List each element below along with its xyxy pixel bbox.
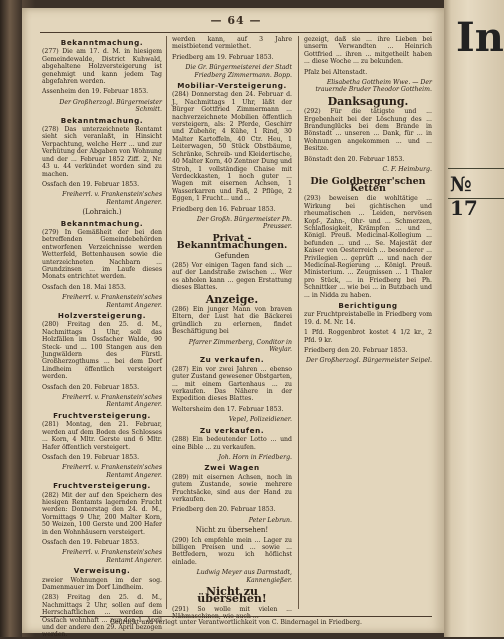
section-heading: Berichtigung (338, 301, 398, 310)
notice-paragraph: Friedberg den 20. Februar 1853. (172, 506, 276, 514)
notice-heading-large: Nicht zu übersehen! (197, 585, 267, 606)
notice-paragraph: (289) mit eisernen Achsen, noch in gutem Zustande, sowie mehrere Fruchtsäcke, sind aus der Hand zu verkaufen. (172, 473, 292, 503)
notice-paragraph: Pfalz bei Altenstadt. (304, 68, 368, 76)
book-spine-edge (0, 0, 22, 637)
notice-paragraph: Bönstadt den 20. Februar 1853. (304, 155, 405, 163)
page-header (40, 14, 432, 30)
signature-line: Freiherrl. v. Frankenstein'sches Rentamt Angerer. (62, 549, 162, 564)
signature-line: Der Großherzogl. Bürgermeister Seipel. (305, 357, 432, 365)
notice-paragraph: Ossfach den 20. Februar 1853. (42, 383, 140, 391)
column-divider-2 (298, 36, 299, 609)
signature-line: Peter Lebrun. (248, 516, 292, 524)
notice-heading: Die Goldberger'schen Ketten (310, 175, 426, 194)
subheading: (Lohraich.) (82, 208, 122, 217)
notice-paragraph: Ossfach den 19. Februar 1853. (42, 538, 140, 546)
notice-paragraph: (287) Ein vor zwei Jahren ... ebenso guter Zustand gewesener Obstgarten, ... mit einem Gartenhaus ... zu verkaufen. Das Nähere in der Expedition dieses Blattes. (172, 365, 292, 403)
notice-paragraph: 1 Pfd. Roggenbrot kostet 4 1/2 kr., 2 Pfd. 9 kr. (304, 329, 432, 344)
notice-paragraph: Assenheim den 19. Februar 1853. (42, 88, 149, 96)
section-heading: Fruchtversteigerung. (53, 410, 151, 420)
page-number: — 64 — (210, 14, 262, 27)
notice-paragraph: Friedberg den 16. Februar 1853. (172, 205, 276, 213)
notice-paragraph: Weltersheim den 17. Februar 1853. (172, 405, 284, 413)
notice-paragraph: (284) Donnerstag den 24. Februar d. J., Nachmittags 1 Uhr, läßt der Bürger Gottfried Zimmermann ... nachverzeichnete Mobilien öffentlich versteigern, als: 2 Pferde, Geschirr und Zubehör, 4 Kühe, 1 Rind, 30 Malter Kartoffeln, 40 Ctr. Heu, 1 Leiterwagen, 50 Stück Obstbäume, Schränke, Schreib- und Kleidertische, 40 Malter Korn, 40 Zentner Dung und Stroh, 1 vollständige Chaise mit Verdeckkasten, 1 noch guter ... Wagen mit eisernen Achsen, 1 Wasserkarren und Faß, 2 Pflüge, 2 Eggen, 1 Frucht... und ... (172, 91, 292, 203)
notice-paragraph: (290) Ich empfehle mein ... Lager zu billigen Preisen und ... sowie ... Bettfedern, wozu ich höflichst einlade. (172, 536, 292, 566)
next-page-masthead: In (456, 14, 504, 61)
subheading: Gefunden (214, 251, 250, 260)
notice-paragraph: gezeigt, daß sie ... ihre Lieben bei unserm Verwandten ... Heinrich Gottfried ... ihren ... mitgetheilt haben ... diese Woche ... zu bekunden. (304, 36, 432, 66)
section-heading: Zu verkaufen. (199, 425, 265, 435)
section-heading: Bekanntmachung. (60, 218, 144, 228)
notice-paragraph: (293) beweisen die wohltätige ... Wirkung bei gichtischen und rheumatischen ... Leiden, nervösen Kopf-, Zahn-, Ohr- und ... Schmerzen, Schlaflosigkeit, Krämpfen ... und ... Königl. Preuß. Medicinal-Kollegium ... befunden ... und ... Se. Majestät der Kaiser von Oesterreich ... besonderer ... Privilegien ... geprüft ... und nach der Medicinal-Regierung ... Königl. Preuß. Ministerium. ... Zeugnissen ... 1 Thaler pro Stück, ... in Friedberg bei Ph. Schnittker ... wie bei ... in Butzbach und ... in Nidda zu haben. (304, 195, 432, 299)
notice-heading-large: Danksagung. (327, 94, 409, 108)
section-heading: Bekanntmachung. (60, 115, 144, 125)
section-heading: Zwei Wagen (204, 463, 260, 473)
notice-paragraph: Friedberg den 20. Februar 1853. (304, 347, 408, 355)
section-heading: Holzversteigerung. (57, 311, 147, 320)
signature-line: Pfarrer Zimmerberg, Conditor in Weylar. (188, 338, 292, 354)
signature-line: Ludwig Meyer aus Darmstadt, Kannengießer. (196, 569, 292, 584)
signature-line: Elisabetha Gottheim Wwe. — Der trauernde Bruder Theodor Gottheim. (315, 79, 432, 94)
column-2 (172, 36, 292, 621)
column-1 (42, 36, 162, 639)
signature-line: Freiherrl. v. Frankenstein'sches Rentamt Angerer. (62, 191, 162, 206)
notice-paragraph: Friedberg am 19. Februar 1853. (172, 53, 274, 61)
signature-line: Freiherrl. v. Frankenstein'sches Rentamt Angerer. (62, 464, 162, 479)
notice-paragraph: Ossfach den 18. Mai 1853. (42, 283, 126, 291)
notice-paragraph: (281) Montag, den 21. Februar, werden auf dem Boden des Schlosses ... Korn, 4 Mltr. Gerste und 6 Mltr. Hafer öffentlich versteigert. (42, 421, 162, 451)
section-heading: Zu verkaufen. (199, 355, 265, 365)
next-page-issue-number: № 17 (450, 172, 478, 220)
notice-paragraph: (283) Freitag den 25. d. M., Nachmittags 2 Uhr, sollen auf dem Herrschaftlichen ... werden die Ossfach wohnhaft ... nur den 1. April und der andere den 29. April bezogen werden. (42, 594, 162, 639)
column-divider-1 (166, 36, 167, 609)
notice-paragraph: (279) In Gemäßheit der bei den betreffenden Gemeindebehörden entworfenen Verzeichnisse werden Wetterfeld, Bettenhausen sowie die unterzeichneten Nachbarn ... Grundzinsen ... im Laufe dieses Monats entrichtet werden. (42, 228, 162, 281)
notice-paragraph: (292) Für die tätigste und ... Ergebenheit bei der Löschung des ... Brandunglücks bei dem Brande in Bönstadt ... unseren ... Dank, für ... in Wohnungen angekommen ... und ... Besitze. (304, 108, 432, 153)
signature-line: Die Gr. Bürgermeisterei der Stadt Friedberg Zimmermann. Bopp. (185, 64, 292, 79)
notice-paragraph: Ossfach den 19. Februar 1853. (42, 180, 140, 188)
notice-paragraph: (282) Mit der auf den Speichern des hiesigen Rentamts lagernden Frucht werden: Donnerstag den 24. d. M., Vormittags 9 Uhr, 200 Malter Korn, 50 Weizen, 100 Gerste und 200 Hafer in den Wohnhäusern versteigert. (42, 491, 162, 536)
section-heading: Mobiliar-Versteigerung. (177, 81, 287, 91)
section-heading: Bekanntmachung. (60, 38, 144, 47)
next-page-rule-top (448, 168, 504, 169)
notice-paragraph: (278) Das unterzeichnete Rentamt sieht sich veranlaßt, in Hinsicht Verpachtung, welche Herr ... und zur Verhütung der Abgaben von Wohnung und der ... Februar 1852 Ziff. 2, Nr. 43 u. 44 verkündet worden sind zu machen. (42, 126, 162, 178)
newspaper-page (22, 8, 444, 639)
header-rule (40, 32, 432, 33)
notice-paragraph: (291) So wolle mit vielen ... Nähmaschinen, wie auch ... (172, 605, 292, 621)
signature-line: C. F. Heimburg. (382, 166, 432, 174)
notice-paragraph: zweier Wohnungen im der sog. Damenmauer im Dorf Lindheim. (42, 576, 162, 591)
column-3 (304, 36, 432, 609)
signature-line: Joh. Horn in Friedberg. (218, 453, 292, 461)
notice-paragraph: werden kann, auf 3 Jahre meistbietend vermiethet. (172, 36, 292, 51)
notice-paragraph: (286) Ein junger Mann von braven Eltern, der Lust hat die Bäckerei gründlich zu erlernen, findet Beschäftigung bei (172, 306, 292, 336)
notice-paragraph: Ossfach den 19. Februar 1853. (42, 453, 140, 461)
notice-paragraph: (280) Freitag den 25. d. M., Nachmittags 1 Uhr, soll das Holzfällen im Ossfacher Walde, 90 Steck- und ... 100 Stangen aus den Jungwäldern des Fürstl. Großherzogthums ... bei dem Dorf Lindheim öffentlich versteigert werden. (42, 321, 162, 381)
notice-paragraph: (285) Vor einigen Tagen fand sich ... auf der Landstraße zwischen ... Wer es abholen kann ... gegen Erstattung dieses Blattes. (172, 261, 292, 292)
signature-line: Freiherrl. v. Frankenstein'sches Rentamt Angerer. (62, 394, 162, 409)
signature-line: Vepel, Polizeidiener. (228, 416, 292, 424)
notice-paragraph: (277) Die am 17. d. M. in hiesigem Gemeindewalde, District Kuhwald, abgehaltene Holzversteigerung ist genehmigt und kann jedem Tag abgefahren werden. (42, 48, 162, 86)
notice-heading: Privat - Bekanntmachungen. (176, 232, 288, 252)
notice-paragraph: zur Fruchtpreistabelle in Friedberg vom 19. d. M. Nr. 14. (304, 311, 432, 326)
section-heading: Verweisung. (73, 566, 131, 576)
subheading: Nicht zu übersehen! (195, 526, 269, 535)
notice-heading-large: Anzeige. (205, 292, 259, 306)
signature-line: Der Großherzogl. Bürgermeister Schmitt. (59, 98, 162, 114)
signature-line: Der Großh. Bürgermeister Ph. Preusser. (196, 215, 292, 231)
section-heading: Fruchtversteigerung. (53, 481, 151, 491)
signature-line: Freiherrl. v. Frankenstein'sches Rentamt Angerer. (62, 294, 162, 309)
notice-paragraph: (288) Ein bedeutender Lotto ... und eine Bible ... zu verkaufen. (172, 436, 292, 451)
next-page-edge (444, 0, 504, 637)
next-page-rule-bottom (448, 198, 504, 199)
printer-footer: Gedruckt und verlegt unter Verantwortlichkeit von C. Bindernagel in Friedberg. (40, 616, 432, 626)
